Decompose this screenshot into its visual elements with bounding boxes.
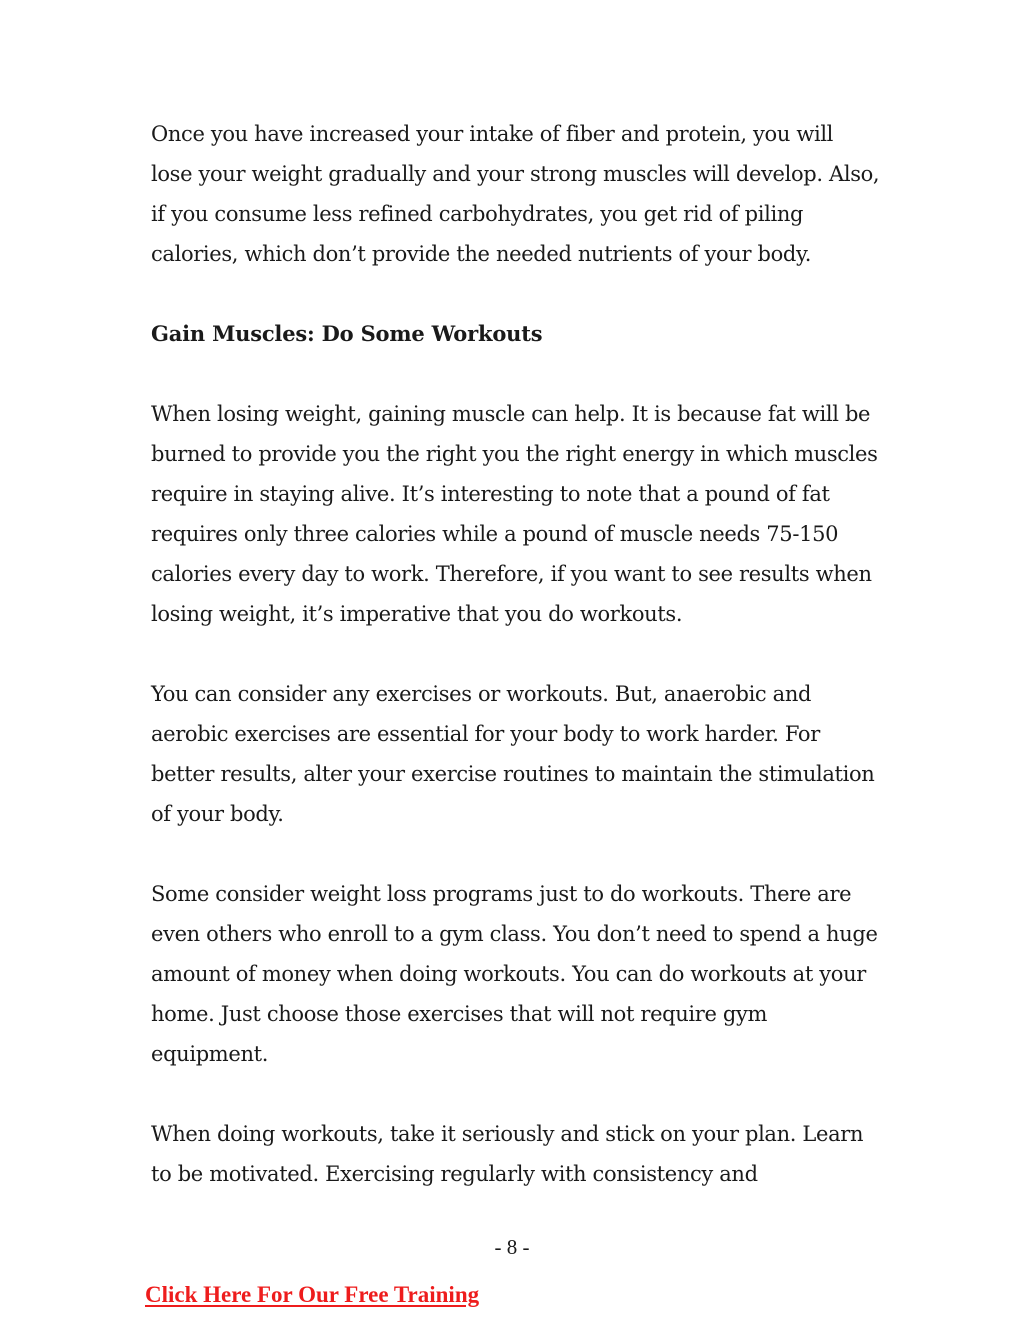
text-line: even others who enroll to a gym class. You don’t need to spend a huge xyxy=(151,922,878,946)
text-line: calories every day to work. Therefore, if you want to see results when xyxy=(151,562,872,586)
text-line: to be motivated. Exercising regularly with consistency and xyxy=(151,1162,758,1186)
text-line: When losing weight, gaining muscle can help. It is because fat will be xyxy=(151,402,871,426)
text-line: requires only three calories while a pound of muscle needs 75-150 xyxy=(151,522,839,546)
text-line: require in staying alive. It’s interesting to note that a pound of fat xyxy=(151,482,830,506)
document-body xyxy=(151,114,881,1234)
text-line: Some consider weight loss programs just to do workouts. There are xyxy=(151,882,852,906)
text-line: burned to provide you the right you the right energy in which muscles xyxy=(151,442,878,466)
free-training-link[interactable]: Click Here For Our Free Training xyxy=(145,1282,480,1307)
text-line: amount of money when doing workouts. You can do workouts at your xyxy=(151,962,866,986)
text-line: losing weight, it’s imperative that you do workouts. xyxy=(151,602,683,626)
section-heading: Gain Muscles: Do Some Workouts xyxy=(151,321,543,346)
page-number: - 8 - xyxy=(494,1235,530,1259)
paragraph-gaining-muscle xyxy=(151,394,881,634)
text-line: You can consider any exercises or workouts. But, anaerobic and xyxy=(151,682,812,706)
text-line: equipment. xyxy=(151,1042,269,1066)
text-line: home. Just choose those exercises that will not require gym xyxy=(151,1002,768,1026)
text-line: lose your weight gradually and your strong muscles will develop. Also, xyxy=(151,162,880,186)
text-line: better results, alter your exercise routines to maintain the stimulation xyxy=(151,762,875,786)
text-line: if you consume less refined carbohydrates, you get rid of piling xyxy=(151,202,804,226)
text-line: calories, which don’t provide the needed nutrients of your body. xyxy=(151,242,812,266)
paragraph-weight-loss-programs xyxy=(151,874,881,1074)
paragraph-fiber-protein xyxy=(151,114,881,274)
text-line: Once you have increased your intake of fiber and protein, you will xyxy=(151,122,834,146)
text-line: aerobic exercises are essential for your body to work harder. For xyxy=(151,722,820,746)
paragraph-motivation xyxy=(151,1114,881,1194)
paragraph-exercises xyxy=(151,674,881,834)
text-line: of your body. xyxy=(151,802,284,826)
text-line: When doing workouts, take it seriously and stick on your plan. Learn xyxy=(151,1122,864,1146)
